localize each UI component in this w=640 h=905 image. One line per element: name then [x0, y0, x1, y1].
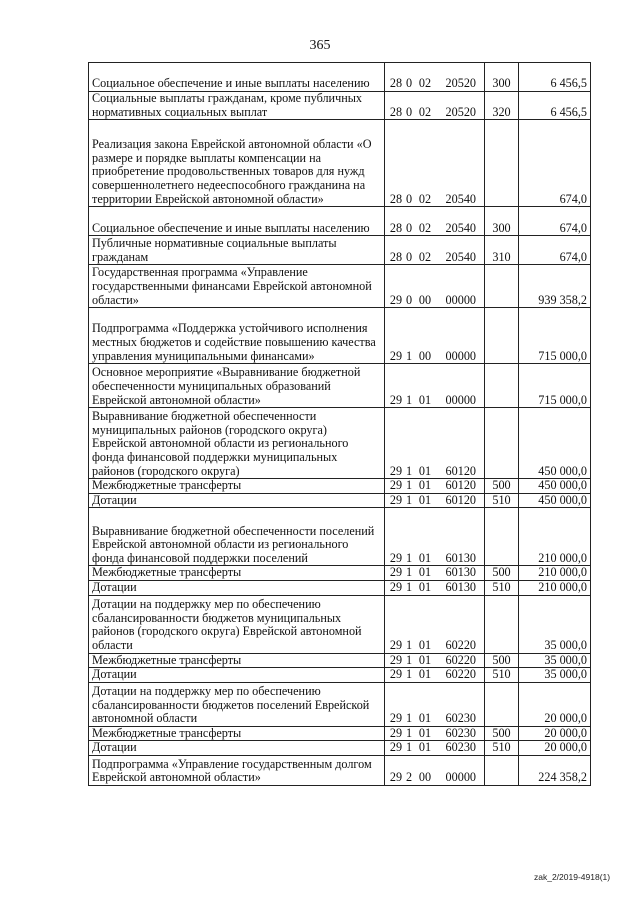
row-target-code — [385, 682, 485, 726]
row-amount: 20 000,0 — [519, 682, 591, 726]
row-expense-type: 510 — [485, 493, 519, 508]
code-part: 60230 — [445, 726, 476, 740]
row-amount: 210 000,0 — [519, 508, 591, 566]
budget-table — [88, 62, 591, 786]
row-amount: 6 456,5 — [519, 63, 591, 92]
code-part: 28 — [389, 104, 403, 119]
budget-table-body — [89, 63, 591, 786]
row-amount: 20 000,0 — [519, 741, 591, 756]
table-row — [89, 580, 591, 595]
row-expense-type — [485, 682, 519, 726]
code-part: 29 — [389, 667, 403, 682]
code-part: 0 — [405, 220, 413, 235]
code-part: 20540 — [445, 220, 476, 235]
row-expense-type — [485, 595, 519, 653]
code-part: 02 — [418, 104, 432, 119]
row-target-code — [385, 508, 485, 566]
code-part: 1 — [405, 493, 413, 507]
table-row — [89, 364, 591, 408]
code-part: 01 — [418, 637, 432, 652]
row-name: Дотации — [89, 668, 385, 683]
code-part: 29 — [389, 550, 403, 565]
row-amount: 450 000,0 — [519, 493, 591, 508]
code-part: 0 — [405, 104, 413, 119]
row-expense-type: 500 — [485, 566, 519, 581]
row-name: Межбюджетные трансферты — [89, 479, 385, 494]
table-row — [89, 308, 591, 364]
row-target-code — [385, 120, 485, 207]
code-part: 0 — [405, 292, 413, 307]
code-part: 60220 — [445, 653, 476, 667]
code-part: 29 — [389, 565, 403, 580]
code-part: 29 — [389, 292, 403, 307]
row-name: Основное мероприятие «Выравнивание бюджетной обеспеченности муниципальных образований Еврейской автономной области» — [89, 364, 385, 408]
code-part: 20520 — [445, 104, 476, 119]
table-row — [89, 92, 591, 120]
code-part: 1 — [405, 711, 413, 726]
code-part: 29 — [389, 711, 403, 726]
code-part: 00 — [418, 292, 432, 307]
code-part: 0 — [405, 76, 413, 91]
row-expense-type: 310 — [485, 236, 519, 265]
code-part: 00000 — [445, 292, 476, 307]
code-part: 02 — [418, 220, 432, 235]
code-part: 29 — [389, 493, 403, 507]
row-amount: 35 000,0 — [519, 595, 591, 653]
row-amount: 450 000,0 — [519, 479, 591, 494]
code-part: 1 — [405, 667, 413, 682]
row-name: Социальные выплаты гражданам, кроме публичных нормативных социальных выплат — [89, 92, 385, 120]
code-part: 02 — [418, 76, 432, 91]
row-name: Дотации на поддержку мер по обеспечению сбалансированности бюджетов поселений Еврейской автономной области — [89, 682, 385, 726]
table-row — [89, 726, 591, 741]
row-expense-type — [485, 308, 519, 364]
row-name: Социальное обеспечение и иные выплаты населению — [89, 63, 385, 92]
row-name: Социальное обеспечение и иные выплаты населению — [89, 207, 385, 236]
row-target-code — [385, 308, 485, 364]
code-part: 60220 — [445, 637, 476, 652]
row-name: Дотации — [89, 493, 385, 508]
code-part: 29 — [389, 653, 403, 667]
row-expense-type: 300 — [485, 63, 519, 92]
page-number: 365 — [309, 38, 331, 53]
table-row — [89, 408, 591, 479]
code-part: 01 — [418, 550, 432, 565]
row-name: Межбюджетные трансферты — [89, 653, 385, 668]
code-part: 01 — [418, 392, 432, 407]
row-expense-type: 510 — [485, 580, 519, 595]
row-amount: 20 000,0 — [519, 726, 591, 741]
row-amount: 35 000,0 — [519, 668, 591, 683]
row-target-code — [385, 63, 485, 92]
row-expense-type: 510 — [485, 668, 519, 683]
row-amount: 674,0 — [519, 236, 591, 265]
row-target-code — [385, 566, 485, 581]
table-row — [89, 741, 591, 756]
table-row — [89, 493, 591, 508]
row-expense-type — [485, 508, 519, 566]
row-target-code — [385, 755, 485, 785]
table-row — [89, 682, 591, 726]
row-target-code — [385, 408, 485, 479]
row-expense-type — [485, 265, 519, 308]
code-part: 60230 — [445, 740, 476, 755]
table-row — [89, 508, 591, 566]
row-name: Выравнивание бюджетной обеспеченности муниципальных районов (городского округа) Еврейской автономной области из регионального фонда финансовой поддержки муниципальных районов (городского округа) — [89, 408, 385, 479]
code-part: 60120 — [445, 463, 476, 478]
code-part: 01 — [418, 726, 432, 740]
row-expense-type: 510 — [485, 741, 519, 756]
code-part: 29 — [389, 392, 403, 407]
document-code: zak_2/2019-4918(1) — [534, 872, 611, 882]
code-part: 01 — [418, 653, 432, 667]
code-part: 00000 — [445, 348, 476, 363]
row-name: Дотации — [89, 741, 385, 756]
code-part: 1 — [405, 348, 413, 363]
row-amount: 674,0 — [519, 207, 591, 236]
table-row — [89, 755, 591, 785]
code-part: 01 — [418, 493, 432, 507]
code-part: 20520 — [445, 76, 476, 91]
row-expense-type: 500 — [485, 653, 519, 668]
code-part: 01 — [418, 740, 432, 755]
row-expense-type: 300 — [485, 207, 519, 236]
table-row — [89, 63, 591, 92]
row-name: Дотации на поддержку мер по обеспечению сбалансированности бюджетов муниципальных районов (городского округа) Еврейской автономной области — [89, 595, 385, 653]
row-target-code — [385, 479, 485, 494]
code-part: 01 — [418, 478, 432, 493]
code-part: 29 — [389, 348, 403, 363]
code-part: 60230 — [445, 711, 476, 726]
row-expense-type: 500 — [485, 726, 519, 741]
code-part: 1 — [405, 740, 413, 755]
code-part: 29 — [389, 478, 403, 493]
row-amount: 210 000,0 — [519, 566, 591, 581]
code-part: 29 — [389, 580, 403, 594]
code-part: 28 — [389, 220, 403, 235]
row-expense-type — [485, 755, 519, 785]
row-amount: 715 000,0 — [519, 308, 591, 364]
table-row — [89, 479, 591, 494]
row-amount: 939 358,2 — [519, 265, 591, 308]
row-expense-type: 320 — [485, 92, 519, 120]
row-target-code — [385, 653, 485, 668]
table-row — [89, 653, 591, 668]
code-part: 29 — [389, 463, 403, 478]
code-part: 02 — [418, 191, 432, 206]
table-row — [89, 595, 591, 653]
code-part: 01 — [418, 565, 432, 580]
row-amount: 210 000,0 — [519, 580, 591, 595]
code-part: 0 — [405, 191, 413, 206]
code-part: 29 — [389, 740, 403, 755]
row-target-code — [385, 493, 485, 508]
code-part: 0 — [405, 249, 413, 264]
row-amount: 450 000,0 — [519, 408, 591, 479]
row-target-code — [385, 668, 485, 683]
row-amount: 715 000,0 — [519, 364, 591, 408]
code-part: 01 — [418, 711, 432, 726]
code-part: 28 — [389, 76, 403, 91]
row-amount: 35 000,0 — [519, 653, 591, 668]
code-part: 01 — [418, 580, 432, 594]
row-name: Выравнивание бюджетной обеспеченности поселений Еврейской автономной области из регионального фонда финансовой поддержки поселений — [89, 508, 385, 566]
row-expense-type — [485, 364, 519, 408]
code-part: 28 — [389, 249, 403, 264]
code-part: 20540 — [445, 249, 476, 264]
code-part: 20540 — [445, 191, 476, 206]
code-part: 1 — [405, 726, 413, 740]
row-expense-type: 500 — [485, 479, 519, 494]
code-part: 00000 — [445, 770, 476, 785]
row-amount: 6 456,5 — [519, 92, 591, 120]
code-part: 1 — [405, 580, 413, 594]
code-part: 01 — [418, 667, 432, 682]
row-target-code — [385, 741, 485, 756]
row-target-code — [385, 207, 485, 236]
code-part: 60130 — [445, 550, 476, 565]
row-name: Дотации — [89, 580, 385, 595]
table-row — [89, 668, 591, 683]
code-part: 60130 — [445, 565, 476, 580]
row-expense-type — [485, 120, 519, 207]
code-part: 29 — [389, 637, 403, 652]
code-part: 60120 — [445, 478, 476, 493]
code-part: 29 — [389, 770, 403, 785]
code-part: 1 — [405, 392, 413, 407]
table-row — [89, 120, 591, 207]
code-part: 1 — [405, 463, 413, 478]
row-amount: 674,0 — [519, 120, 591, 207]
code-part: 1 — [405, 565, 413, 580]
code-part: 1 — [405, 653, 413, 667]
code-part: 00 — [418, 770, 432, 785]
table-row — [89, 236, 591, 265]
code-part: 1 — [405, 478, 413, 493]
table-row — [89, 207, 591, 236]
code-part: 00000 — [445, 392, 476, 407]
row-target-code — [385, 364, 485, 408]
code-part: 29 — [389, 726, 403, 740]
row-name: Подпрограмма «Управление государственным долгом Еврейской автономной области» — [89, 755, 385, 785]
row-target-code — [385, 265, 485, 308]
row-target-code — [385, 580, 485, 595]
code-part: 60220 — [445, 667, 476, 682]
row-name: Государственная программа «Управление государственными финансами Еврейской автономной области» — [89, 265, 385, 308]
row-name: Публичные нормативные социальные выплаты гражданам — [89, 236, 385, 265]
code-part: 01 — [418, 463, 432, 478]
row-name: Реализация закона Еврейской автономной области «О размере и порядке выплаты компенсации на приобретение продовольственных товаров для нужд совершеннолетнего недееспособного гражданина на территории Еврейской автономной области» — [89, 120, 385, 207]
row-amount: 224 358,2 — [519, 755, 591, 785]
code-part: 1 — [405, 637, 413, 652]
row-name: Межбюджетные трансферты — [89, 566, 385, 581]
row-target-code — [385, 236, 485, 265]
code-part: 2 — [405, 770, 413, 785]
row-target-code — [385, 595, 485, 653]
code-part: 28 — [389, 191, 403, 206]
code-part: 02 — [418, 249, 432, 264]
code-part: 60130 — [445, 580, 476, 594]
table-row — [89, 265, 591, 308]
row-name: Подпрограмма «Поддержка устойчивого исполнения местных бюджетов и содействие повышению качества управления муниципальными финансами» — [89, 308, 385, 364]
code-part: 60120 — [445, 493, 476, 507]
code-part: 00 — [418, 348, 432, 363]
row-name: Межбюджетные трансферты — [89, 726, 385, 741]
row-expense-type — [485, 408, 519, 479]
code-part: 1 — [405, 550, 413, 565]
table-row — [89, 566, 591, 581]
row-target-code — [385, 92, 485, 120]
row-target-code — [385, 726, 485, 741]
